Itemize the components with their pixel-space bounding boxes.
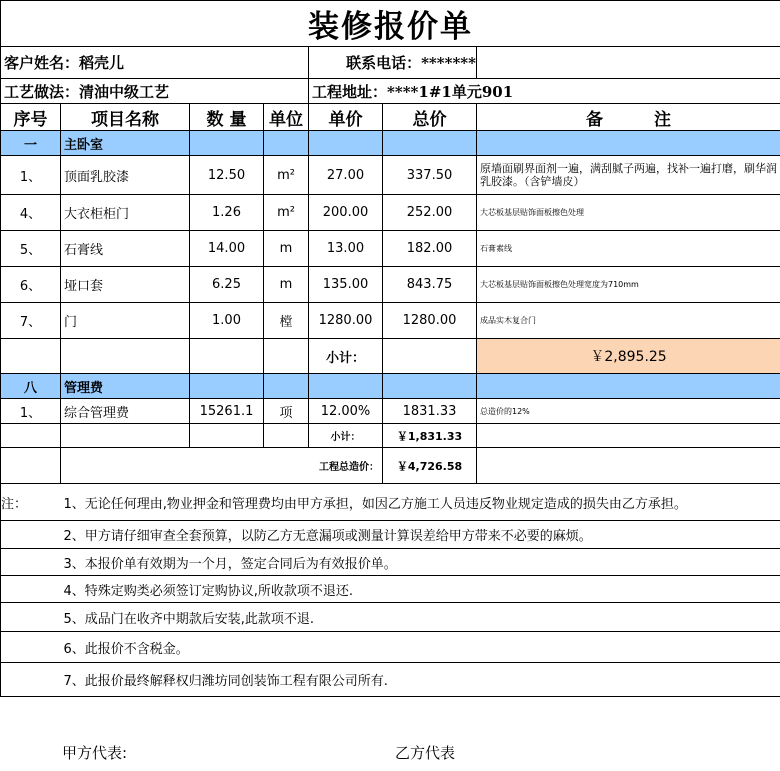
customer-name: 客户姓名：稻壳儿 xyxy=(1,47,309,79)
notes-label: 注： xyxy=(1,484,61,521)
note-row xyxy=(1,576,780,603)
remark-cell: 石膏素线 xyxy=(477,231,780,267)
note-item: 5、成品门在收齐中期款后安装,此款项不退. xyxy=(61,603,780,632)
party-b-signature: 乙方代表 xyxy=(395,744,456,762)
table-row: 1、 顶面乳胶漆 12.50 m² 27.00 337.50 原墙面刷界面剂一遍，满刮腻子两遍，找补一遍打磨，刷华润乳胶漆。（含铲墙皮） xyxy=(1,156,780,195)
remark-cell: 大芯板基层贴饰面板擦色处理 xyxy=(477,195,780,231)
note-row xyxy=(1,663,780,697)
header-price: 单价 xyxy=(309,104,383,131)
note-row xyxy=(1,549,780,576)
process-method: 工艺做法：清油中级工艺 xyxy=(1,79,309,104)
remark-cell: 成品实木复合门 xyxy=(477,303,780,339)
grand-total-value: ￥4,726.58 xyxy=(383,448,477,484)
grand-total-row xyxy=(1,448,780,484)
subtotal-label: 小计： xyxy=(309,339,383,374)
note-item: 1、无论任何理由,物业押金和管理费均由甲方承担，如因乙方施工人员违反物业规定造成的损失由乙方承担。 xyxy=(61,484,780,521)
section-name: 管理费 xyxy=(61,374,190,399)
note-item: 6、此报价不含税金。 xyxy=(61,632,780,663)
header-total: 总价 xyxy=(383,104,477,131)
table-row: 6、 垭口套 6.25 m 135.00 843.75 大芯板基层贴饰面板擦色处理宽度为710mm xyxy=(1,267,780,303)
section-name: 主卧室 xyxy=(61,131,190,156)
table-row: 4、 大衣柜柜门 1.26 m² 200.00 252.00 大芯板基层贴饰面板擦色处理 xyxy=(1,195,780,231)
header-row xyxy=(1,104,780,131)
section-row xyxy=(1,374,780,399)
remark-cell: 原墙面刷界面剂一遍，满刮腻子两遍，找补一遍打磨，刷华润乳胶漆。（含铲墙皮） xyxy=(477,156,780,195)
subtotal-label: 小计： xyxy=(309,424,383,448)
grand-total-label: 工程总造价： xyxy=(61,448,383,484)
note-item: 3、本报价单有效期为一个月，签定合同后为有效报价单。 xyxy=(61,549,780,576)
table-row: 1、 综合管理费 15261.1 项 12.00% 1831.33 总造价的12% xyxy=(1,399,780,424)
header-no: 序号 xyxy=(1,104,61,131)
contact-phone: 联系电话：******* xyxy=(309,47,477,79)
table-row: 5、 石膏线 14.00 m 13.00 182.00 石膏素线 xyxy=(1,231,780,267)
section-row xyxy=(1,131,780,156)
remark-cell: 大芯板基层贴饰面板擦色处理宽度为710mm xyxy=(477,267,780,303)
party-a-signature: 甲方代表: xyxy=(62,744,128,762)
header-qty: 数 量 xyxy=(190,104,264,131)
note-row xyxy=(1,603,780,632)
project-address: 工程地址：****1#1单元901 xyxy=(309,79,780,104)
page-title: 装修报价单 xyxy=(1,1,780,47)
section-number: 八 xyxy=(1,374,61,399)
subtotal-row xyxy=(1,339,780,374)
header-remark: 备 注 xyxy=(477,104,780,131)
subtotal-value: ￥2,895.25 xyxy=(477,339,780,374)
subtotal-row xyxy=(1,424,780,448)
header-item: 项目名称 xyxy=(61,104,190,131)
note-item: 2、甲方请仔细审查全套预算，以防乙方无意漏项或测量计算误差给甲方带来不必要的麻烦。 xyxy=(61,521,780,549)
note-row xyxy=(1,632,780,663)
header-unit: 单位 xyxy=(264,104,309,131)
subtotal-value: ￥1,831.33 xyxy=(383,424,477,448)
note-item: 4、特殊定购类必须签订定购协议,所收款项不退还. xyxy=(61,576,780,603)
note-item: 7、此报价最终解释权归潍坊同创装饰工程有限公司所有. xyxy=(61,663,780,697)
blank-cell xyxy=(477,47,780,79)
note-row xyxy=(1,484,780,521)
note-row xyxy=(1,521,780,549)
table-row: 7、 门 1.00 樘 1280.00 1280.00 成品实木复合门 xyxy=(1,303,780,339)
section-number: 一 xyxy=(1,131,61,156)
remark-cell: 总造价的12% xyxy=(477,399,780,424)
